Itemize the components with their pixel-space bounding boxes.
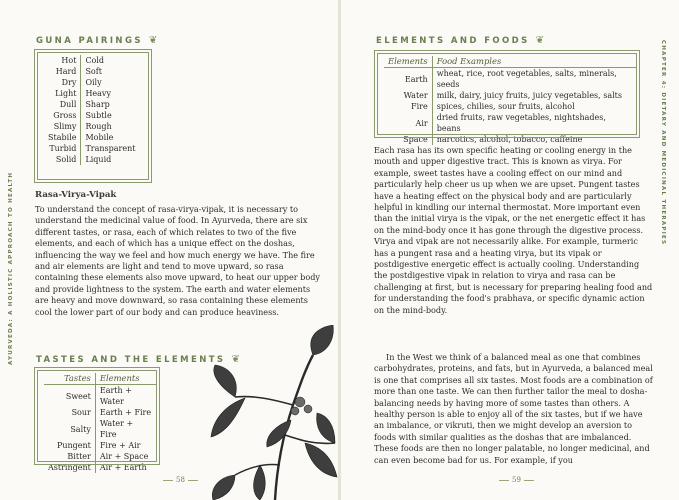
tastes-table bbox=[44, 373, 156, 473]
table-row bbox=[44, 55, 139, 66]
table-cell: Pungent bbox=[44, 440, 95, 451]
table-row bbox=[384, 112, 636, 134]
guna-table-frame bbox=[37, 52, 149, 180]
table-cell: spices, chilies, sour fruits, alcohol bbox=[436, 102, 575, 111]
table-row bbox=[384, 68, 636, 91]
rasa-subheading: Rasa-Virya-Vipak bbox=[35, 190, 117, 200]
table-cell: Astringent bbox=[44, 462, 95, 473]
table-cell: wheat, rice, root vegetables, salts, minerals, seeds bbox=[436, 69, 617, 89]
right-paragraph-1: Each rasa has its own specific heating or cooling energy in the mouth and upper digestive tract. This is known as virya. For example, sweet tastes have a cooling effect on our mind and particularly help cheer us up when we are upset. Pungent tastes have a heating effect on the physical body and are particularly helpful in kindling our internal thermostat. More important even than the initial virya is the vipak, or the net energetic effect it has on the mind-body once it has gone through the digestive process. Virya and vipak are not necessarily alike. For example, turmeric has a pungent rasa and a heating virya, but its vipak or postdigestive energetic effect is actually cooling. Understanding the postdigestive vipak in relation to virya and rasa can be challenging at first, but is necessary for preparing healing food and for understanding the food's prabhava, or specific dynamic action on the mind-body. bbox=[374, 145, 653, 315]
table-cell: Fire + Air bbox=[99, 441, 141, 450]
table-row bbox=[44, 66, 139, 77]
table-cell: Heavy bbox=[85, 89, 111, 98]
leaf-ornament-icon: ❦ bbox=[535, 35, 545, 46]
table-row bbox=[384, 134, 636, 145]
table-row bbox=[44, 462, 156, 473]
table-cell: Slimy bbox=[44, 121, 81, 132]
guna-heading bbox=[36, 35, 157, 46]
table-cell: Mobile bbox=[85, 133, 114, 142]
table-cell: Dull bbox=[44, 99, 81, 110]
elements-title: ELEMENTS AND FOODS bbox=[376, 36, 530, 46]
table-cell: Stabile bbox=[44, 132, 81, 143]
table-cell: Air bbox=[384, 112, 432, 134]
tastes-table-frame bbox=[37, 370, 157, 472]
table-cell: Air + Space bbox=[99, 452, 149, 461]
table-cell: Soft bbox=[85, 67, 102, 76]
left-page-number: 58 bbox=[160, 476, 201, 484]
guna-title: GUNA PAIRINGS bbox=[36, 36, 143, 46]
table-row bbox=[44, 132, 139, 143]
left-running-head: AYURVEDA: A HOLISTIC APPROACH TO HEALTH bbox=[8, 171, 14, 365]
table-header-row bbox=[384, 56, 636, 68]
table-cell: Rough bbox=[85, 122, 112, 131]
table-row bbox=[44, 440, 156, 451]
elements-table-frame bbox=[377, 53, 637, 144]
table-row bbox=[44, 121, 139, 132]
table-row bbox=[44, 154, 139, 165]
table-cell: narcotics, alcohol, tobacco, caffeine bbox=[436, 135, 583, 144]
table-cell: Cold bbox=[85, 56, 105, 65]
table-cell: Air + Earth bbox=[99, 463, 147, 472]
table-cell: Salty bbox=[44, 418, 95, 440]
table-cell: Sour bbox=[44, 407, 95, 418]
elements-table bbox=[384, 56, 636, 145]
table-cell: Bitter bbox=[44, 451, 95, 462]
column-header: Tastes bbox=[44, 373, 95, 385]
table-row bbox=[44, 385, 156, 408]
table-cell: Sharp bbox=[85, 100, 110, 109]
table-row bbox=[44, 110, 139, 121]
table-cell: Earth + Water bbox=[99, 386, 132, 406]
rasa-paragraph: To understand the concept of rasa-virya-vipak, it is necessary to understand the medicinal value of food. In Ayurveda, there are six different tastes, or rasa, each of which relates to two of the five elements, and each of which has a unique effect on the doshas, influencing the way we feel and how much energy we have. The fire and air elements are light and tend to move upward, so rasa containing these elements also move upward, to heat our upper body and provide lightness to the system. The earth and water elements are heavy and move downward, so rasa containing these elements cool the lower part of our body and can produce heaviness. bbox=[35, 204, 320, 317]
table-cell: Space bbox=[384, 134, 432, 145]
table-cell: Earth bbox=[384, 68, 432, 91]
table-cell: Earth + Fire bbox=[99, 408, 152, 417]
botanical-illustration bbox=[205, 325, 340, 500]
table-row bbox=[384, 101, 636, 112]
table-cell: Dry bbox=[44, 77, 81, 88]
table-row bbox=[44, 407, 156, 418]
table-row bbox=[44, 88, 139, 99]
table-cell: Transparent bbox=[85, 144, 136, 153]
table-cell: Oily bbox=[85, 78, 102, 87]
table-cell: Hot bbox=[44, 55, 81, 66]
table-row bbox=[44, 418, 156, 440]
table-cell: Liquid bbox=[85, 155, 112, 164]
column-header: Elements bbox=[384, 56, 432, 68]
table-cell: Light bbox=[44, 88, 81, 99]
leaf-ornament-icon: ❦ bbox=[231, 354, 240, 365]
column-header: Food Examples bbox=[432, 56, 636, 68]
leaf-ornament-icon: ❦ bbox=[148, 35, 158, 46]
table-cell: Turbid bbox=[44, 143, 81, 154]
table-row bbox=[44, 143, 139, 154]
right-paragraph-2: In the West we think of a balanced meal as one that combines carbohydrates, proteins, and fats, but in Ayurveda, a balanced meal is one that comprises all six tastes. Most foods are a combination of more than one taste. We can then further tailor the meal to dosha-balancing needs by having more of some tastes than others. A healthy person is able to enjoy all of the six tastes, but if we have an imbalance, or vikruti, then we might develop an aversion to foods with similar qualities as the doshas that are imbalanced. These foods are then no longer palatable, no longer medicinal, and can even become bad for us. For example, if you bbox=[374, 352, 653, 465]
table-row bbox=[44, 451, 156, 462]
table-row bbox=[44, 99, 139, 110]
table-row bbox=[384, 90, 636, 101]
table-cell: Fire bbox=[384, 101, 432, 112]
table-cell: Hard bbox=[44, 66, 81, 77]
table-cell: milk, dairy, juicy fruits, juicy vegetables, salts bbox=[436, 91, 622, 100]
column-header: Elements bbox=[95, 373, 156, 385]
right-running-head: CHAPTER 4: DIETARY AND MEDICINAL THERAPIES bbox=[660, 40, 666, 246]
right-page-number: 59 bbox=[496, 476, 537, 484]
table-cell: Water bbox=[384, 90, 432, 101]
table-cell: Gross bbox=[44, 110, 81, 121]
elements-heading bbox=[376, 35, 544, 46]
table-cell: Sweet bbox=[44, 385, 95, 408]
table-cell: Water + Fire bbox=[99, 419, 134, 439]
guna-table bbox=[44, 55, 139, 165]
table-cell: dried fruits, raw vegetables, nightshades, beans bbox=[436, 113, 606, 133]
tastes-title: TASTES AND THE ELEMENTS bbox=[36, 355, 226, 365]
table-cell: Solid bbox=[44, 154, 81, 165]
table-row bbox=[44, 77, 139, 88]
table-header-row bbox=[44, 373, 156, 385]
table-cell: Subtle bbox=[85, 111, 112, 120]
